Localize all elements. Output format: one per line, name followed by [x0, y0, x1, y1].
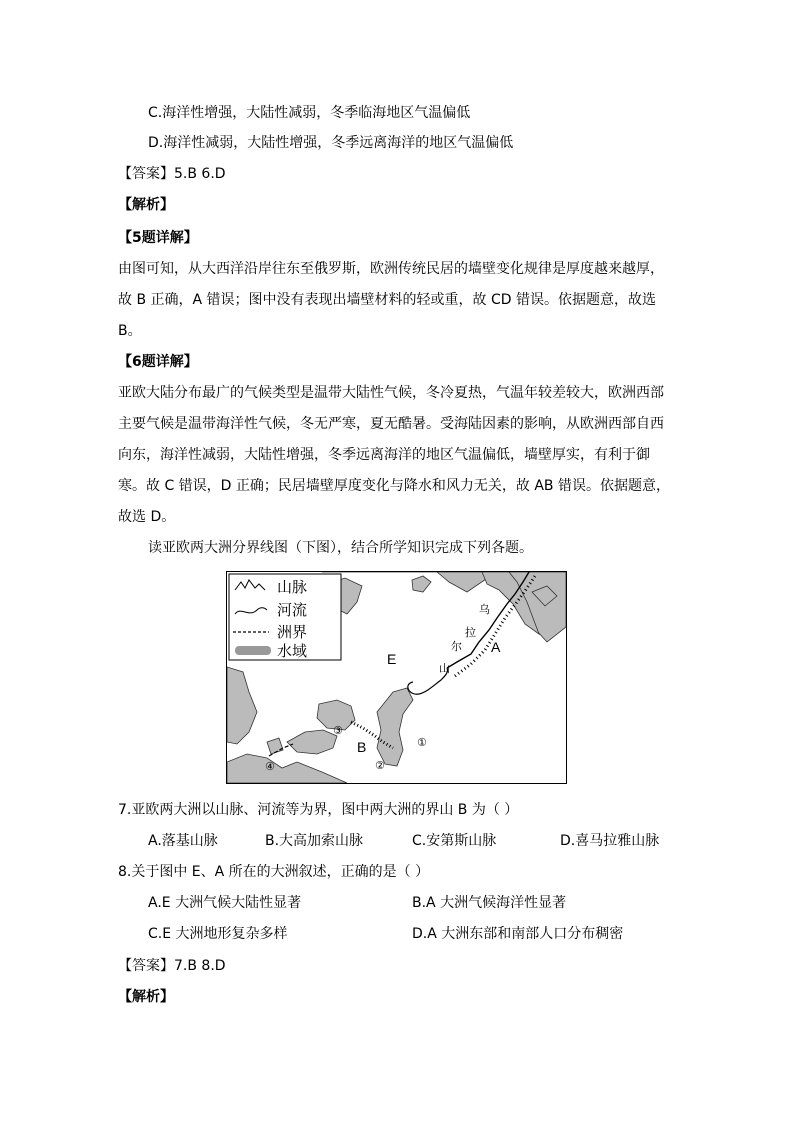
- q8-option-b: B.A 大洲气候海洋性显著: [412, 895, 567, 911]
- q5-paragraph-line: 故 B 正确，A 错误；图中没有表现出墙壁材料的轻或重，故 CD 错误。依据题意，故选: [118, 292, 656, 308]
- q6-paragraph-line: 亚欧大陆分布最广的气候类型是温带大陆性气候，冬冷夏热，气温年较差较大，欧洲西部: [118, 385, 664, 401]
- ural-char-4: 山: [439, 662, 450, 675]
- q5-paragraph-line: 由图可知，从大西洋沿岸往东至俄罗斯，欧洲传统民居的墙壁变化规律是厚度越来越厚，: [118, 261, 664, 277]
- mediterranean-coast: [227, 754, 347, 783]
- legend-water: 水域: [277, 642, 308, 660]
- q6-paragraph-line: 主要气候是温带海洋性气候，冬无严寒，夏无酷暑。受海陆因素的影响，从欧洲西部自西: [118, 416, 664, 432]
- west-land: [227, 667, 257, 744]
- legend-mountain: 山脉: [277, 578, 308, 596]
- answer-7-8: 【答案】7.B 8.D: [118, 958, 226, 974]
- q7-option-c: C.安第斯山脉: [412, 833, 497, 849]
- analysis-heading: 【解析】: [118, 197, 174, 213]
- label-2: ②: [375, 759, 385, 772]
- black-sea: [287, 730, 337, 754]
- ural-char-2: 拉: [465, 626, 476, 639]
- legend-boundary: 洲界: [277, 623, 308, 641]
- q8-stem: 8.关于图中 E、A 所在的大洲叙述，正确的是（ ）: [118, 864, 430, 880]
- q5-detail-heading: 【5题详解】: [118, 230, 198, 246]
- q7-option-b: B.大高加索山脉: [265, 833, 364, 849]
- asia-europe-boundary-map: [226, 571, 567, 784]
- label-4: ④: [265, 760, 275, 773]
- legend-river: 河流: [277, 601, 308, 619]
- map-intro: 读亚欧两大洲分界线图（下图），结合所学知识完成下列各题。: [148, 540, 533, 556]
- answer-5-6: 【答案】5.B 6.D: [118, 166, 226, 182]
- option-d-q6: D.海洋性减弱，大陆性增强，冬季远离海洋的地区气温偏低: [148, 135, 514, 151]
- sea-of-marmara: [267, 738, 283, 754]
- caspian-sea: [377, 688, 413, 766]
- q8-option-d: D.A 大洲东部和南部人口分布稠密: [412, 926, 624, 942]
- ural-char-3: 尔: [451, 640, 462, 653]
- q7-option-d: D.喜马拉雅山脉: [560, 833, 660, 849]
- q8-option-c: C.E 大洲地形复杂多样: [148, 926, 288, 942]
- q6-paragraph-line: 故选 D。: [118, 509, 176, 525]
- q6-paragraph-line: 寒。故 C 错误，D 正确；民居墙壁厚度变化与降水和风力无关，故 AB 错误。依据题意，: [118, 478, 670, 494]
- q8-option-a: A.E 大洲气候大陆性显著: [148, 895, 302, 911]
- analysis-heading-2: 【解析】: [118, 989, 174, 1005]
- option-c-q6: C.海洋性增强，大陆性减弱，冬季临海地区气温偏低: [148, 105, 471, 121]
- label-1: ①: [417, 736, 427, 749]
- q7-option-a: A.落基山脉: [148, 833, 218, 849]
- q6-paragraph-line: 向东，海洋性减弱，大陆性增强，冬季远离海洋的地区气温偏低，墙壁厚实，有利于御: [118, 447, 650, 463]
- label-a: A: [491, 639, 501, 655]
- label-b: B: [357, 739, 367, 755]
- q6-detail-heading: 【6题详解】: [118, 354, 198, 370]
- label-3: ③: [333, 724, 343, 737]
- ural-char-1: 乌: [479, 603, 490, 616]
- label-e: E: [387, 651, 397, 667]
- q5-paragraph-line: B。: [118, 323, 142, 339]
- water-legend-icon: [235, 646, 271, 655]
- q7-stem: 7.亚欧两大洲以山脉、河流等为界，图中两大洲的界山 B 为（ ）: [118, 802, 519, 818]
- island-north: [412, 576, 431, 592]
